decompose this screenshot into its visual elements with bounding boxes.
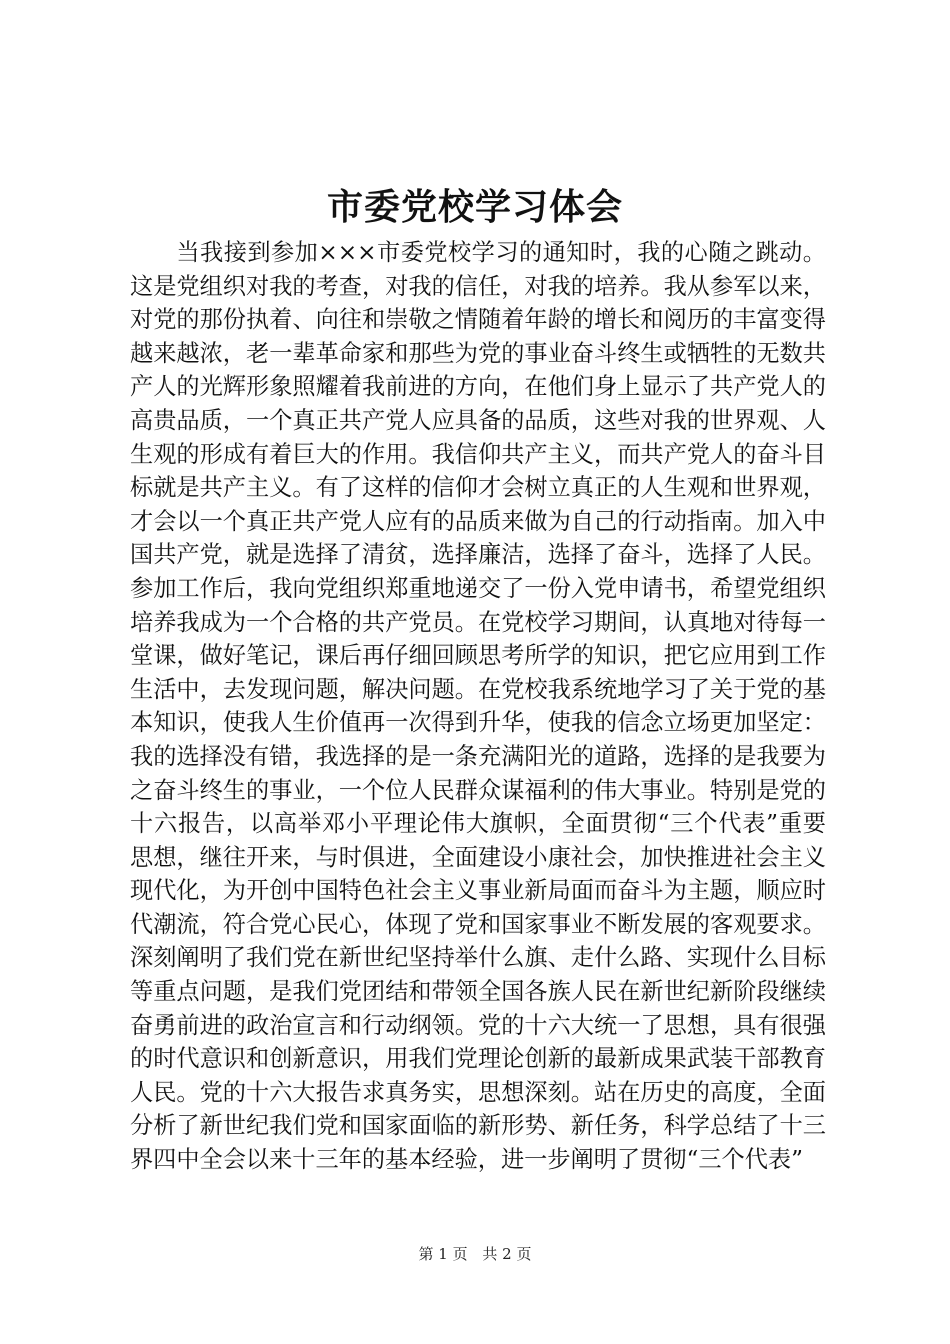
- page-number: 第 1 页: [418, 1245, 468, 1263]
- body-paragraph: 当我接到参加×××市委党校学习的通知时，我的心随之跳动。这是党组织对我的考查，对我的信任，对我的培养。我从参军以来，对党的那份执着、向往和崇敬之情随着年龄的增长和阅历的丰富变得越来越浓，老一辈革命家和那些为党的事业奋斗终生或牺牲的无数共产人的光辉形象照耀着我前进的方向，在他们身上显示了共产党人的高贵品质，一个真正共产党人应具备的品质，这些对我的世界观、人生观的形成有着巨大的作用。我信仰共产主义，而共产党人的奋斗目标就是共产主义。有了这样的信仰才会树立真正的人生观和世界观，才会以一个真正共产党人应有的品质来做为自己的行动指南。加入中国共产党，就是选择了清贫，选择廉洁，选择了奋斗，选择了人民。参加工作后，我向党组织郑重地递交了一份入党申请书，希望党组织培养我成为一个合格的共产党员。在党校学习期间，认真地对待每一堂课，做好笔记，课后再仔细回顾思考所学的知识，把它应用到工作生活中，去发现问题，解决问题。在党校我系统地学习了关于党的基本知识，使我人生价值再一次得到升华，使我的信念立场更加坚定：我的选择没有错，我选择的是一条充满阳光的道路，选择的是我要为之奋斗终生的事业，一个位人民群众谋福利的伟大事业。特别是党的十六报告，以高举邓小平理论伟大旗帜，全面贯彻“三个代表”重要思想，继往开来，与时俱进，全面建设小康社会，加快推进社会主义现代化，为开创中国特色社会主义事业新局面而奋斗为主题，顺应时代潮流，符合党心民心，体现了党和国家事业不断发展的客观要求。深刻阐明了我们党在新世纪坚持举什么旗、走什么路、实现什么目标等重点问题，是我们党团结和带领全国各族人民在新世纪新阶段继续奋勇前进的政治宣言和行动纲领。党的十六大统一了思想，具有很强的时代意识和创新意识，用我们党理论创新的最新成果武装干部教育人民。党的十六大报告求真务实，思想深刻。站在历史的高度，全面分析了新世纪我们党和国家面临的新形势、新任务，科学总结了十三界四中全会以来十三年的基本经验，进一步阐明了贯彻“三个代表”: [130, 239, 826, 1174]
- document-title: 市委党校学习体会: [326, 187, 623, 228]
- page-total: 共 2 页: [482, 1245, 532, 1263]
- page-footer: [0, 1244, 950, 1264]
